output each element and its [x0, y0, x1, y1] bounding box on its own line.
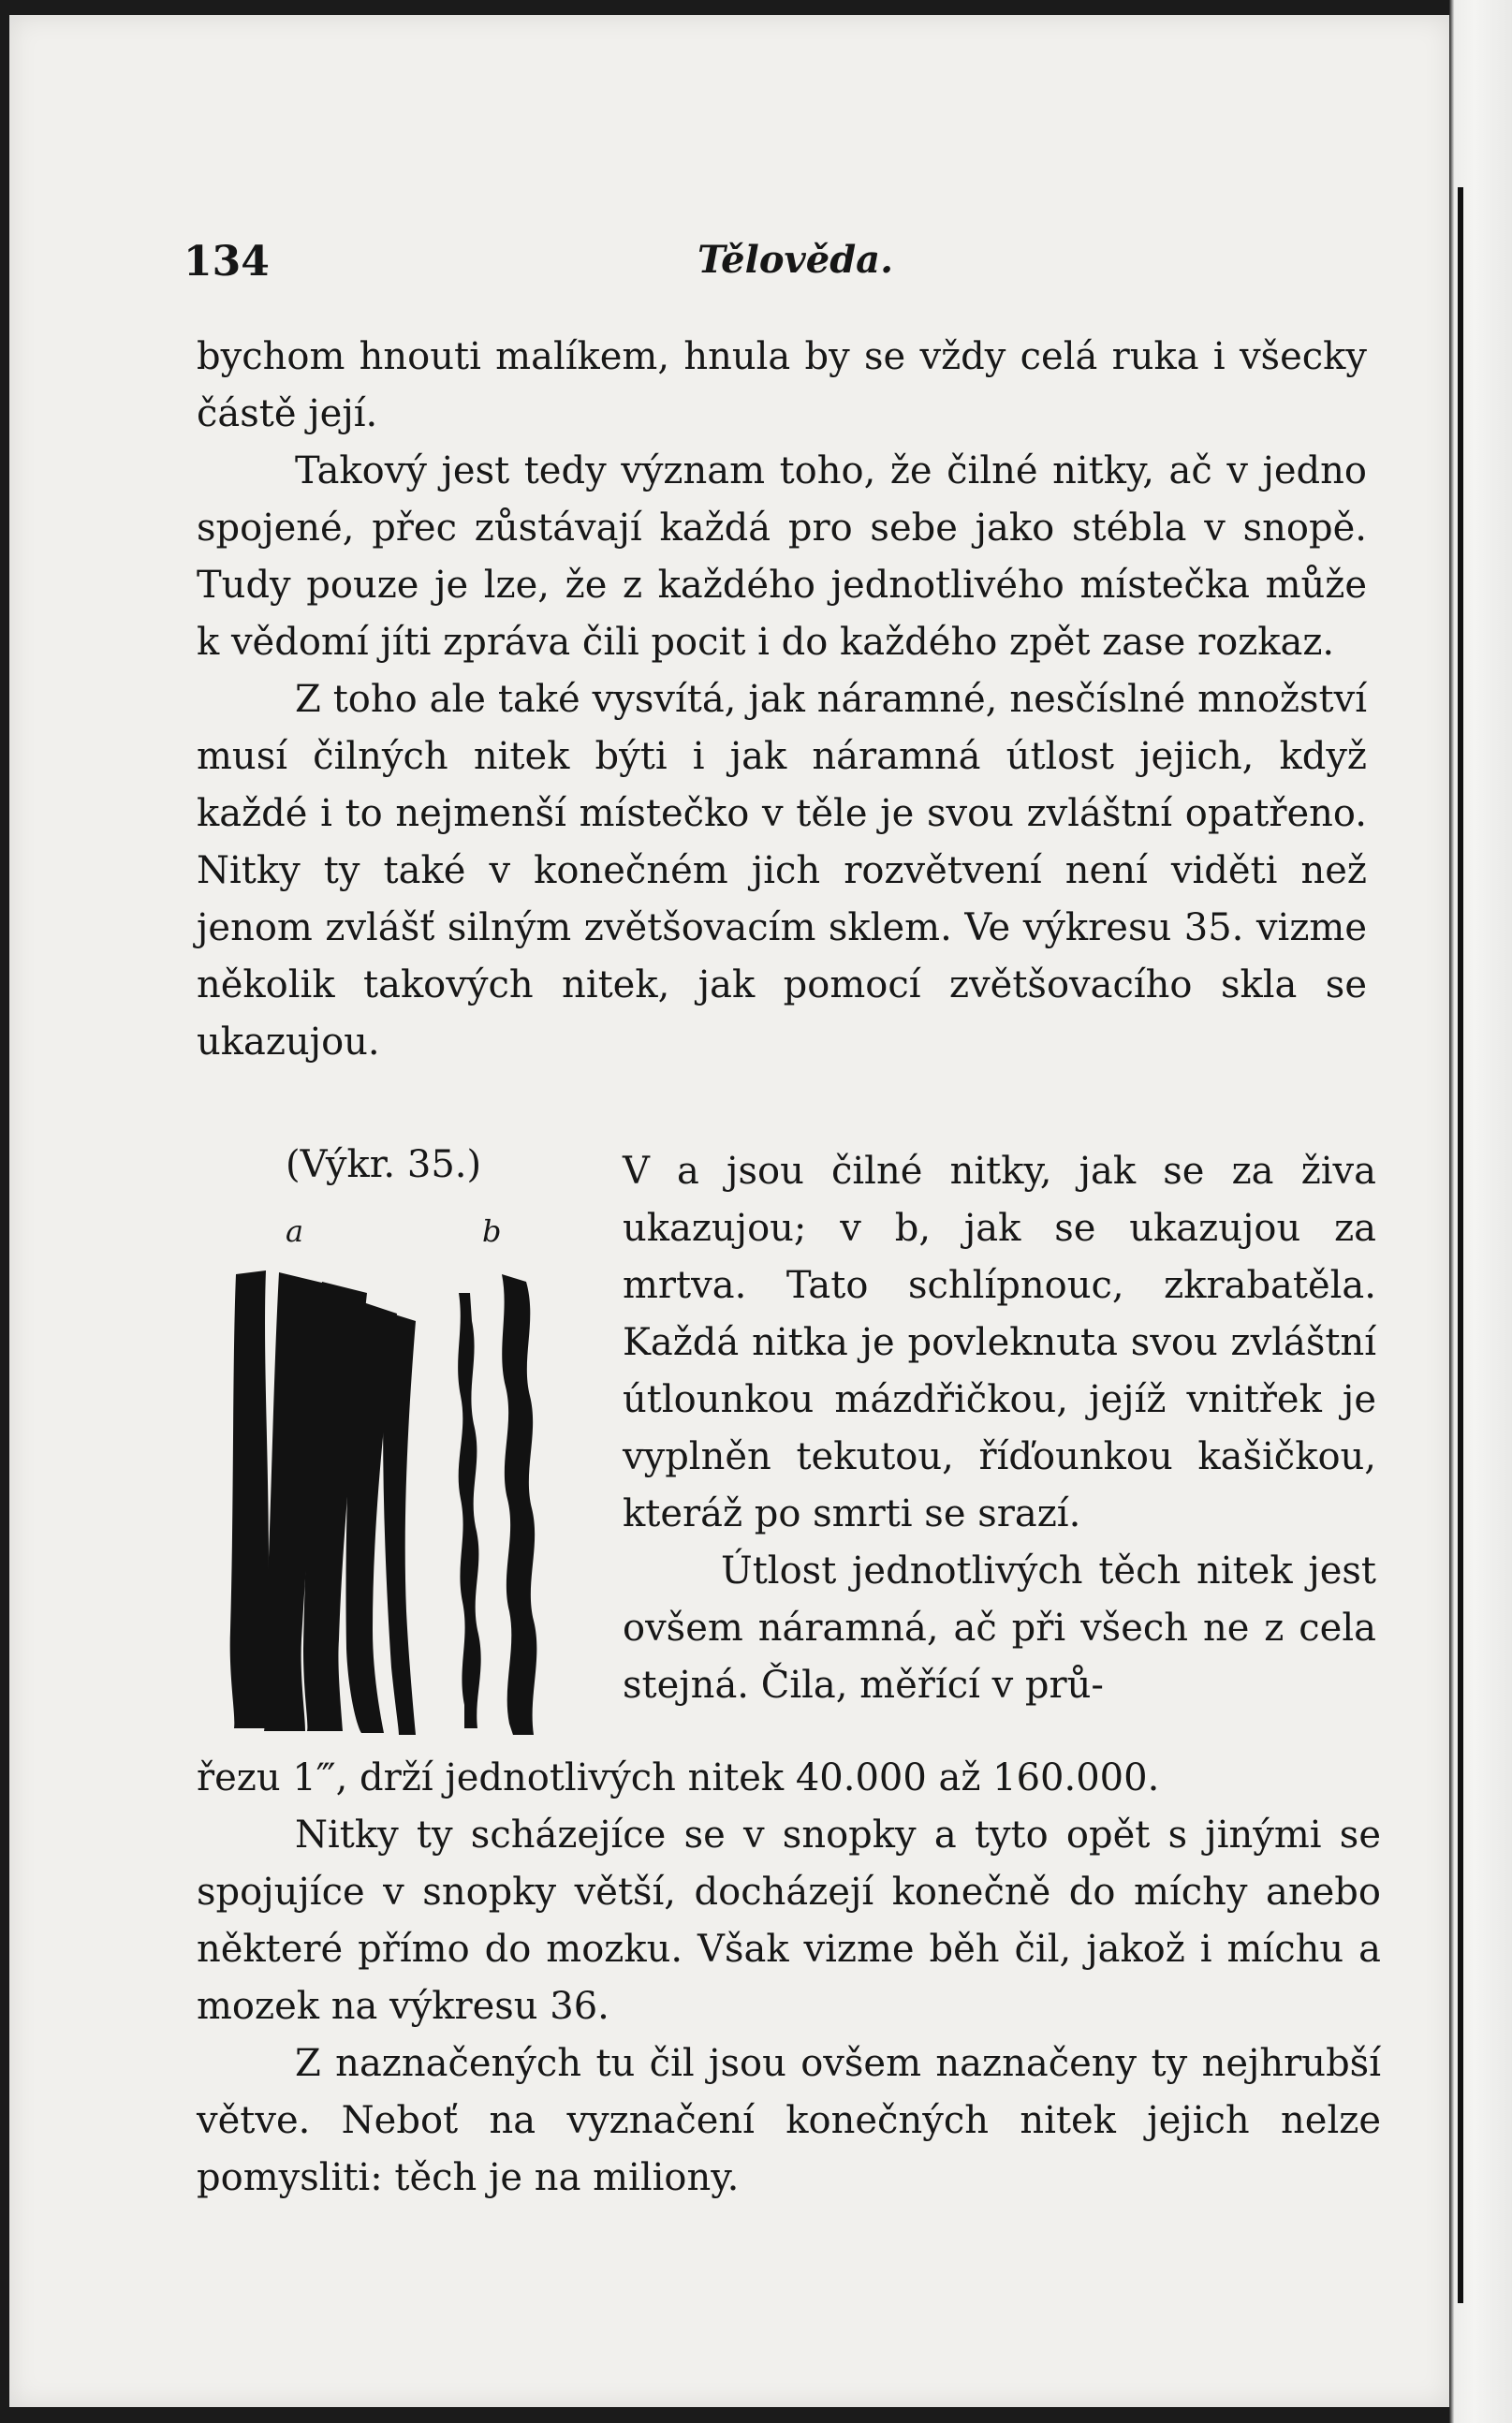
paragraph-1: bychom hnouti malíkem, hnula by se vždy celá ruka i všecky částě její. — [197, 335, 1367, 435]
figure-35 — [192, 1143, 632, 1742]
page-header — [9, 238, 1451, 294]
paragraph-5b: řezu 1‴, drží jednotlivých nitek 40.000 až 160.000. — [197, 1756, 1160, 1799]
page-number: 134 — [183, 238, 270, 286]
living-fibers-a — [230, 1270, 416, 1735]
figure-label-b: b — [482, 1213, 502, 1249]
text-block-top — [197, 329, 1367, 1071]
paragraph-6: Nitky ty scházejíce se v snopky a tyto opět s jinými se spojujíce v snopky větší, docházejí konečně do míchy anebo některé přímo do mozku. Však vizme běh čil, jakož i míchu a mozek na výkresu 36. — [197, 1814, 1381, 2028]
running-head: Tělověda. — [697, 238, 894, 282]
dead-fibers-b — [458, 1274, 536, 1735]
paragraph-7: Z naznačených tu čil jsou ovšem naznačeny ty nejhrubší větve. Neboť na vyznačení konečných nitek jejich nelze pomysliti: těch je na miliony. — [197, 2042, 1381, 2199]
figure-label-a: a — [286, 1213, 304, 1249]
paragraph-4: V a jsou čilné nitky, jak se za živa ukazujou; v b, jak se ukazujou za mrtva. Tato schlípnouc, zkrabatěla. Každá nitka je povleknuta svou zvláštní útlounkou mázdřičkou, jejíž vnitřek je vyplněn tekutou, říďounkou kašičkou, kteráž po smrti se srazí. — [623, 1150, 1376, 1535]
paragraph-3: Z toho ale také vysvítá, jak náramné, nesčíslné množství musí čilných nitek býti i jak náramná útlost jejich, když každé i to nejmenší místečko v těle je svou zvláštní opatřeno. Nitky ty také v konečném jich rozvětvení není viděti než jenom zvlášť silným zvětšovacím sklem. Ve výkresu 35. vizme několik takových nitek, jak pomocí zvětšovacího skla se ukazujou. — [197, 678, 1367, 1064]
paragraph-2: Takový jest tedy význam toho, že čilné nitky, ač v jedno spojené, přec zůstávají každá pro sebe jako stébla v snopě. Tudy pouze je lze, že z každého jednotlivého místečka může k vědomí jíti zpráva čili pocit i do každého zpět zase rozkaz. — [197, 449, 1367, 664]
book-page — [9, 15, 1451, 2407]
figure-caption: (Výkr. 35.) — [286, 1143, 482, 1186]
text-block-side — [623, 1143, 1376, 1714]
nerve-fibers-illustration — [225, 1256, 580, 1742]
binding-shadow — [1458, 187, 1463, 2303]
text-block-bottom — [197, 1750, 1381, 2207]
paragraph-5a: Útlost jednotlivých těch nitek jest ovšem náramná, ač při všech ne z cela stejná. Čila, měřící v prů- — [623, 1549, 1376, 1707]
